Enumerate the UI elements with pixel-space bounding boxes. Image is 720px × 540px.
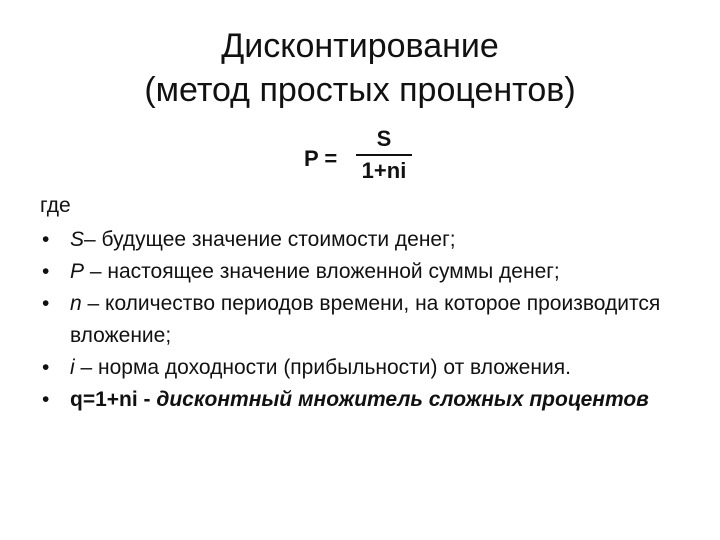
definition-text: – настоящее значение вложенной суммы денег;	[84, 260, 560, 283]
definition-text: – норма доходности (прибыльности) от вложения.	[74, 356, 571, 379]
where-label: где	[40, 194, 71, 217]
symbol-p: P	[70, 260, 85, 283]
bullet-icon: •	[42, 260, 50, 283]
title-line-1: Дисконтирование	[221, 27, 499, 65]
separator: -	[137, 388, 157, 411]
definition-text: дисконтный множитель сложных процентов	[156, 388, 649, 411]
symbol-n: n	[70, 292, 82, 315]
symbol-s: S	[70, 228, 85, 251]
discount-formula	[304, 124, 424, 190]
formula-numerator: S	[376, 126, 392, 151]
definitions-list	[40, 224, 690, 416]
slide-title	[0, 24, 720, 112]
title-line-2: (метод простых процентов)	[144, 71, 576, 109]
definition-text: – будущее значение стоимости денег;	[84, 228, 456, 251]
symbol-i: i	[70, 356, 75, 379]
bullet-icon: •	[42, 228, 50, 251]
formula-lhs: P =	[304, 146, 338, 171]
formula-denominator: 1+ni	[361, 158, 407, 183]
formula-fraction	[354, 124, 414, 186]
list-item	[40, 224, 690, 256]
bullet-icon: •	[42, 356, 50, 379]
list-item	[40, 256, 690, 288]
symbol-q: q=1+ni	[70, 388, 138, 411]
list-item	[40, 384, 690, 416]
list-item	[40, 288, 690, 352]
bullet-icon: •	[42, 292, 50, 315]
definition-text: – количество периодов времени, на которое производится вложение;	[70, 292, 661, 347]
list-item	[40, 352, 690, 384]
bullet-icon: •	[42, 388, 50, 411]
